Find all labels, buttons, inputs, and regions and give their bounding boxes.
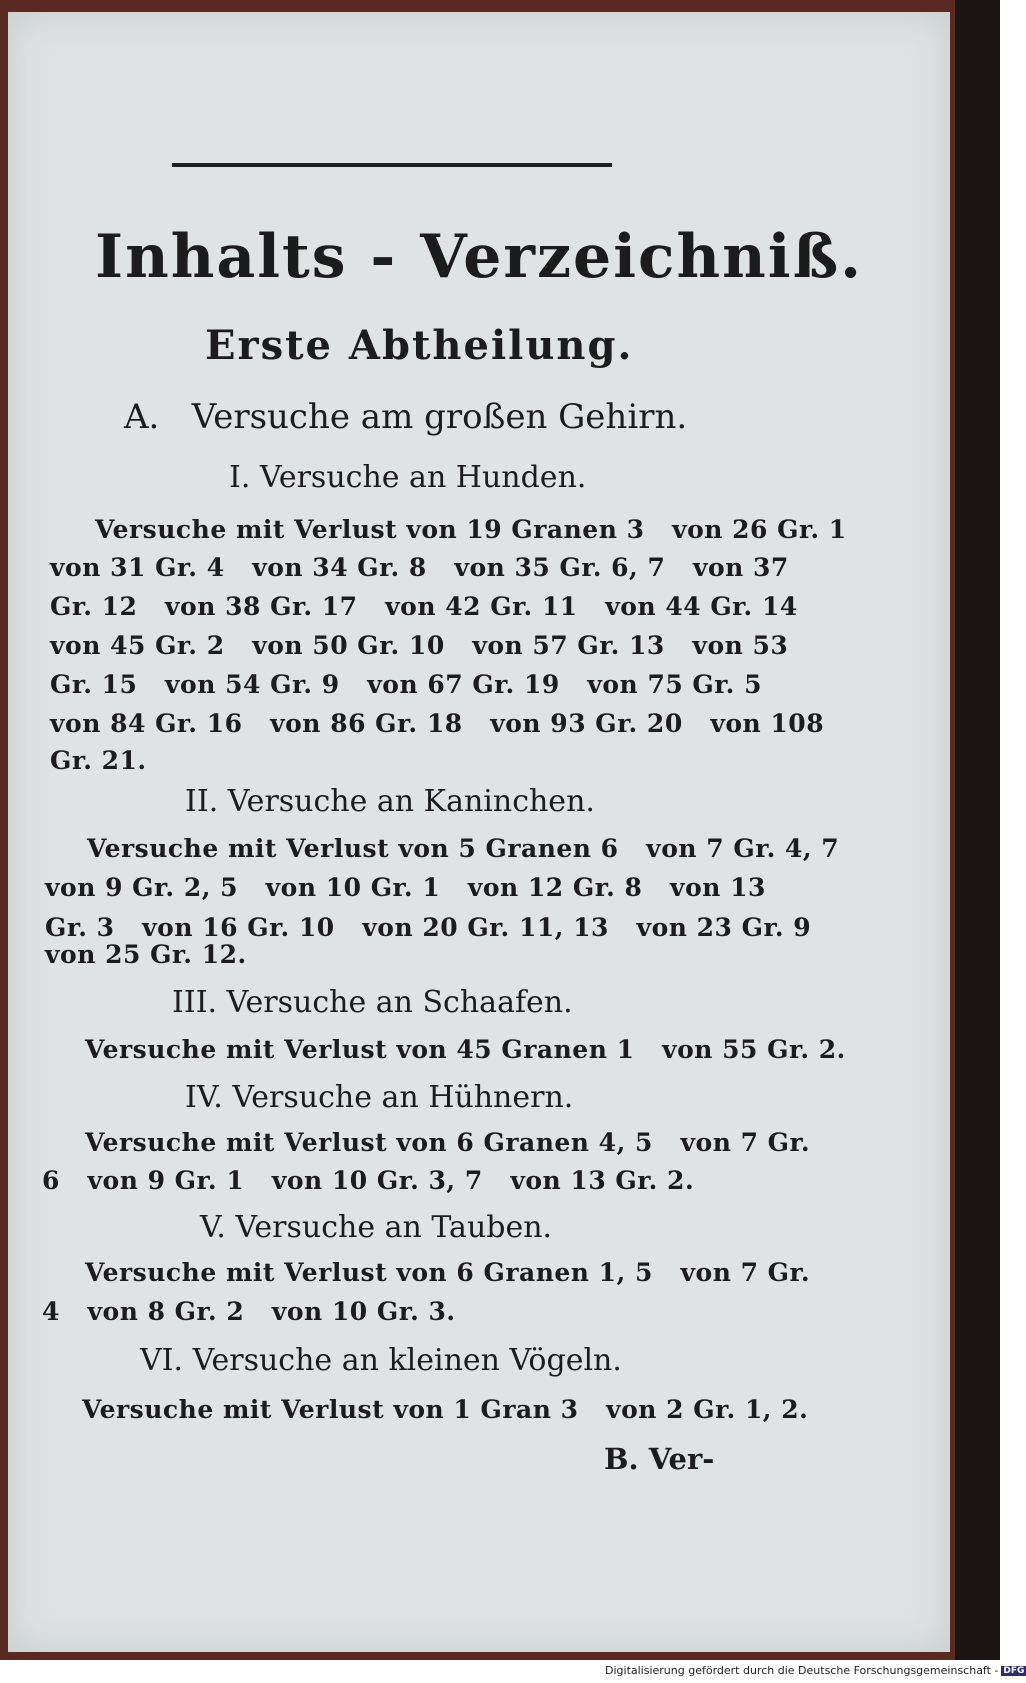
entry-line: 4 von 8 Gr. 2 von 10 Gr. 3. — [42, 1297, 456, 1326]
subsection-heading: IV. Versuche an Hühnern. — [185, 1080, 574, 1115]
entry-line: Versuche mit Verlust von 5 Granen 6 von 7 Gr. 4, 7 — [87, 834, 840, 863]
footer-text: Digitalisierung gefördert durch die Deutsche Forschungsgemeinschaft - — [605, 1664, 999, 1677]
entry-line: von 9 Gr. 2, 5 von 10 Gr. 1 von 12 Gr. 8 von 13 — [45, 873, 766, 902]
entry-line: von 84 Gr. 16 von 86 Gr. 18 von 93 Gr. 20 von 108 — [50, 709, 825, 738]
entry-line: von 25 Gr. 12. — [45, 940, 247, 969]
entry-line: von 45 Gr. 2 von 50 Gr. 10 von 57 Gr. 13 von 53 — [50, 631, 789, 660]
entry-line: von 31 Gr. 4 von 34 Gr. 8 von 35 Gr. 6, 7 von 37 — [50, 553, 789, 582]
entry-line: Gr. 12 von 38 Gr. 17 von 42 Gr. 11 von 44 Gr. 14 — [50, 592, 798, 621]
entry-line: Gr. 21. — [50, 746, 147, 775]
section-heading: A. Versuche am großen Gehirn. — [124, 397, 688, 437]
subsection-heading: I. Versuche an Hunden. — [229, 460, 587, 495]
part-heading: Erste Abtheilung. — [205, 322, 634, 369]
entry-line: 6 von 9 Gr. 1 von 10 Gr. 3, 7 von 13 Gr. 2. — [42, 1166, 695, 1195]
entry-line: Versuche mit Verlust von 6 Granen 4, 5 von 7 Gr. — [85, 1128, 811, 1157]
catchword: B. Ver- — [604, 1442, 715, 1476]
entry-line: Versuche mit Verlust von 19 Granen 3 von 26 Gr. 1 — [95, 515, 847, 544]
entry-line: Versuche mit Verlust von 6 Granen 1, 5 von 7 Gr. — [85, 1258, 811, 1287]
entry-line: Versuche mit Verlust von 45 Granen 1 von 55 Gr. 2. — [85, 1035, 846, 1064]
subsection-heading: V. Versuche an Tauben. — [200, 1210, 553, 1245]
subsection-heading: II. Versuche an Kaninchen. — [185, 784, 595, 819]
subsection-heading: VI. Versuche an kleinen Vögeln. — [140, 1343, 622, 1378]
entry-line: Gr. 3 von 16 Gr. 10 von 20 Gr. 11, 13 von 23 Gr. 9 — [45, 913, 812, 942]
page-title: Inhalts - Verzeichniß. — [95, 222, 864, 292]
entry-line: Versuche mit Verlust von 1 Gran 3 von 2 Gr. 1, 2. — [82, 1395, 809, 1424]
dfg-logo: DFG — [1003, 1666, 1025, 1676]
digitization-footer — [605, 1664, 1026, 1677]
entry-line: Gr. 15 von 54 Gr. 9 von 67 Gr. 19 von 75 Gr. 5 — [50, 670, 762, 699]
subsection-heading: III. Versuche an Schaafen. — [172, 985, 573, 1020]
header-rule — [172, 163, 612, 167]
